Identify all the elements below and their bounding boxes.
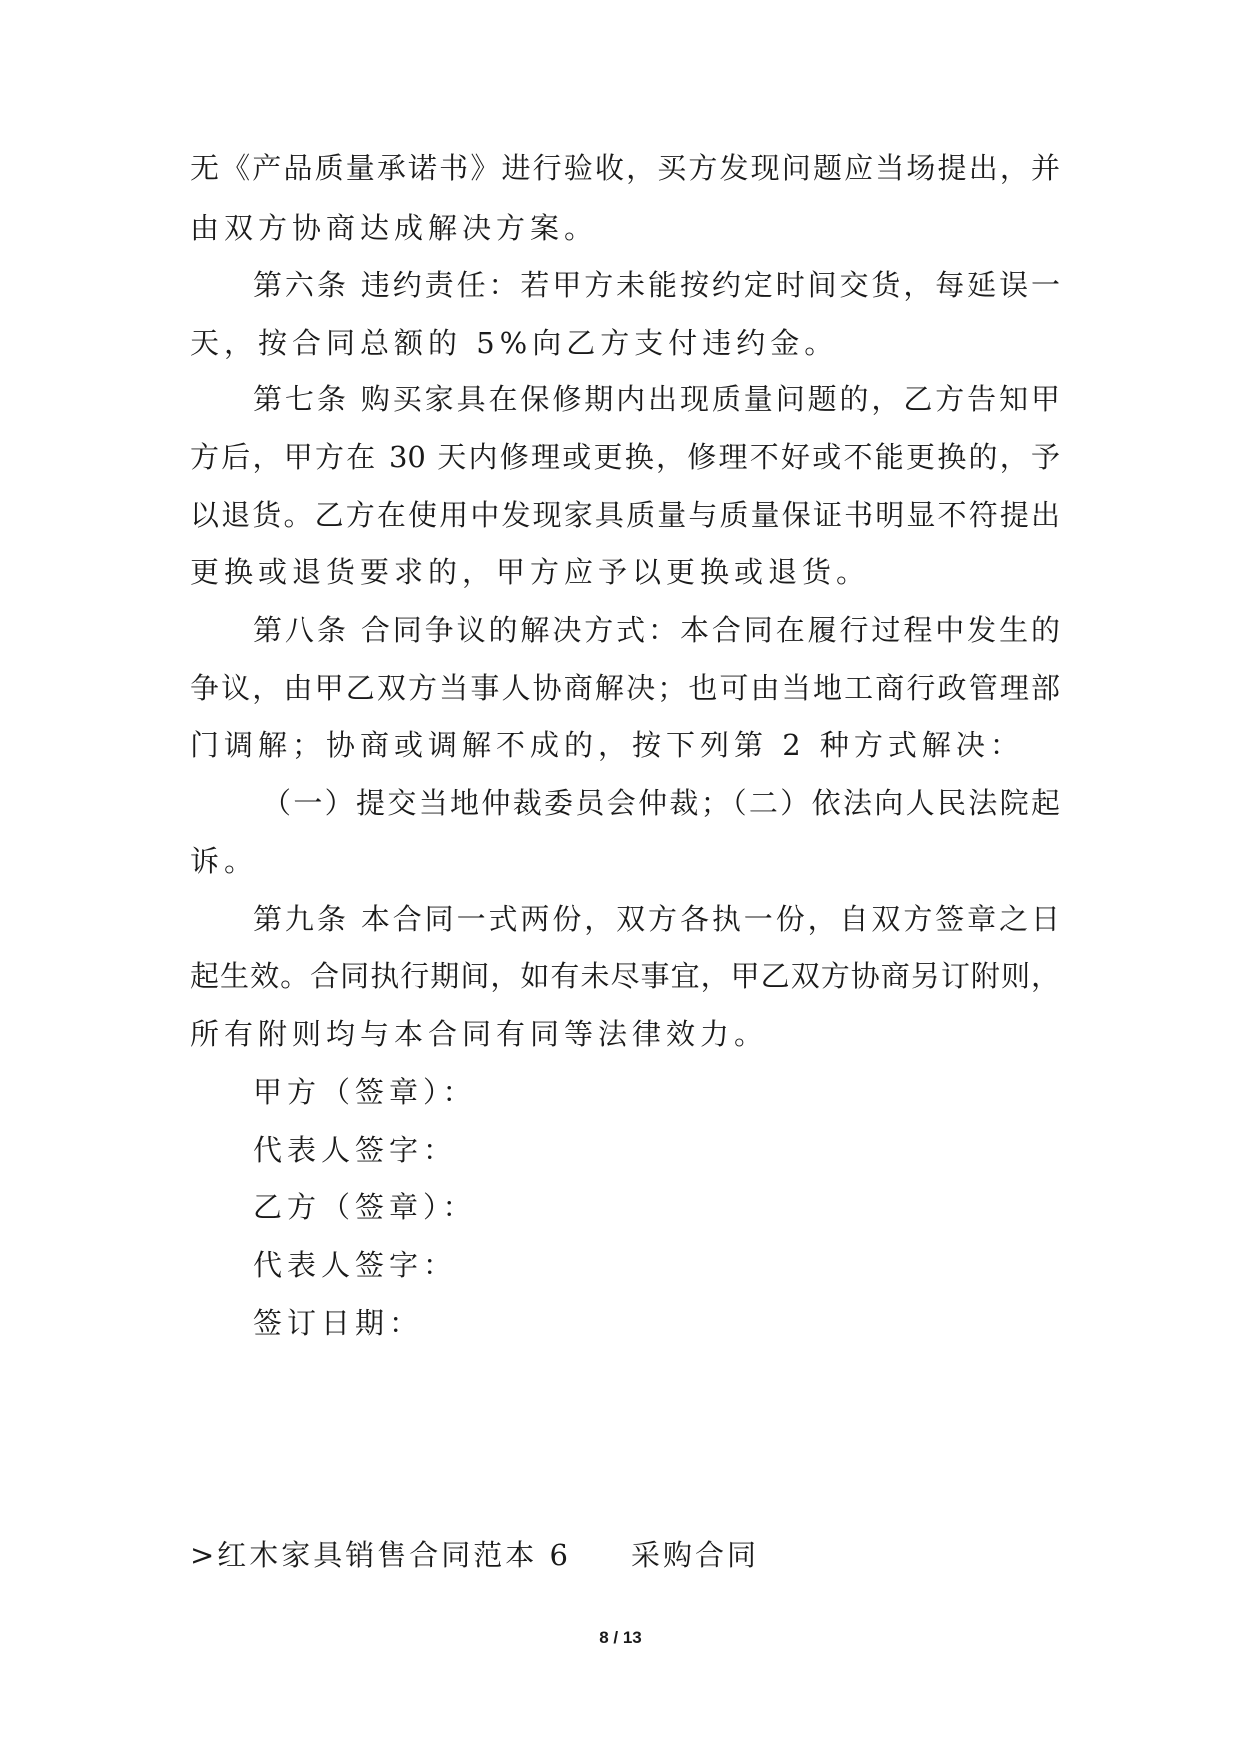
related-links xyxy=(190,1535,759,1575)
article-9-line: 所有附则均与本合同有同等法律效力。 xyxy=(190,1017,769,1051)
article-8-line: 第八条 合同争议的解决方式：本合同在履行过程中发生的 xyxy=(253,613,1060,647)
party-a-representative: 代表人签字： xyxy=(253,1133,458,1167)
article-8-line: 争议，由甲乙双方当事人协商解决；也可由当地工商行政管理部 xyxy=(190,671,1060,705)
article-7-line: 更换或退货要求的，甲方应予以更换或退货。 xyxy=(190,555,871,589)
related-link-title[interactable]: >红木家具销售合同范本 6 xyxy=(190,1538,571,1572)
party-b-representative: 代表人签字： xyxy=(253,1248,458,1282)
dispute-options-line: （一）提交当地仲裁委员会仲裁；（二）依法向人民法院起 xyxy=(262,786,1060,820)
article-9-line: 起生效。合同执行期间，如有未尽事宜，甲乙双方协商另订附则， xyxy=(190,959,1060,993)
article-7-line: 以退货。乙方在使用中发现家具质量与质量保证书明显不符提出 xyxy=(190,498,1060,532)
article-6-line: 天，按合同总额的 5%向乙方支付违约金。 xyxy=(190,326,839,360)
paragraph-line: 无《产品质量承诺书》进行验收，买方发现问题应当场提出，并 xyxy=(190,151,1060,185)
signing-date: 签订日期： xyxy=(253,1306,424,1340)
article-8-line: 门调解；协商或调解不成的，按下列第 2 种方式解决： xyxy=(190,728,1024,762)
article-7-line: 第七条 购买家具在保修期内出现质量问题的，乙方告知甲 xyxy=(253,382,1060,416)
party-b-signature: 乙方（签章）： xyxy=(253,1190,477,1224)
related-link-category[interactable]: 采购合同 xyxy=(630,1538,759,1572)
party-a-signature: 甲方（签章）： xyxy=(253,1075,477,1109)
article-9-line: 第九条 本合同一式两份，双方各执一份，自双方签章之日 xyxy=(253,902,1060,936)
article-7-line: 方后，甲方在 30 天内修理或更换，修理不好或不能更换的，予 xyxy=(190,440,1060,474)
paragraph-line: 由双方协商达成解决方案。 xyxy=(190,211,599,245)
article-6-line: 第六条 违约责任：若甲方未能按约定时间交货，每延误一 xyxy=(253,268,1060,302)
dispute-options-line: 诉。 xyxy=(190,844,259,878)
page-number: 8 / 13 xyxy=(599,1628,642,1647)
